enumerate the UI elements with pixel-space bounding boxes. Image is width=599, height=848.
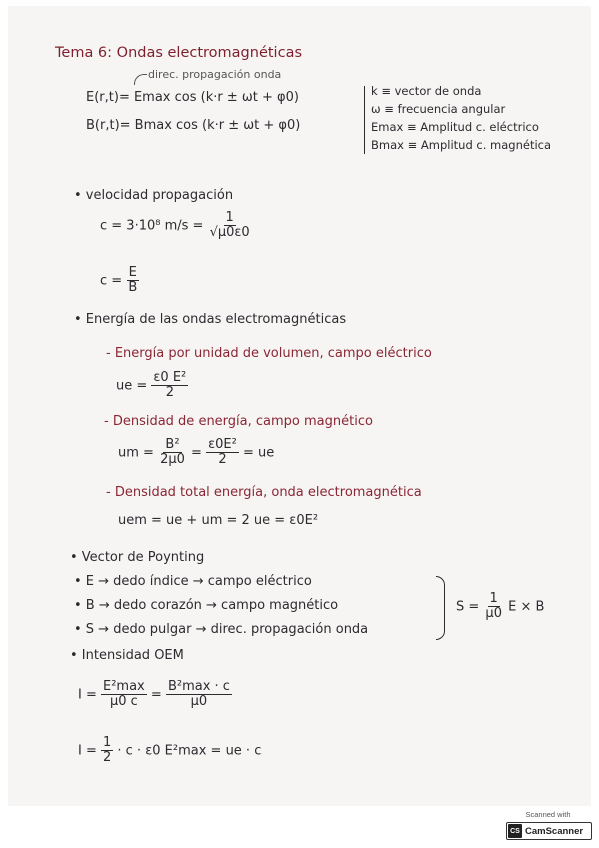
uem-formula: uem = ue + um = 2 ue = ε0E² (118, 513, 319, 528)
um-denominator-2: 2 (218, 452, 227, 468)
legend-bmax: Bmax ≡ Amplitud c. magnética (371, 138, 552, 152)
energy-heading: • Energía de las ondas electromagnéticas (74, 312, 347, 327)
e-field-rhs: = Emax cos (k·r ± ωt + φ0) (118, 90, 299, 105)
um-equals: = (191, 445, 202, 461)
b-field-lhs: B(r,t) (86, 118, 120, 133)
b-field-equation (86, 119, 300, 132)
intensity-1-numerator-1: E²max (103, 679, 145, 694)
um-formula (118, 438, 274, 468)
poynting-fraction (483, 592, 504, 622)
intensity-2-tail: · c · ε0 E²max = ue · c (117, 743, 262, 759)
ue-denominator: 2 (165, 385, 174, 401)
energy-total-heading: - Densidad total energía, onda electromagnética (106, 485, 422, 500)
um-fraction-1 (158, 438, 187, 468)
legend-k: k ≡ vector de onda (371, 84, 482, 98)
scanned-with-label: Scanned with (525, 810, 571, 819)
poynting-heading: • Vector de Poynting (70, 550, 205, 565)
legend-emax: Emax ≡ Amplitud c. eléctrico (371, 120, 539, 134)
poynting-brace (436, 576, 445, 640)
legend-divider (364, 86, 365, 154)
um-fraction-2 (206, 438, 239, 468)
propagation-note: direc. propagación onda (148, 68, 282, 81)
um-numerator-1: B² (165, 437, 180, 452)
intensity-2-numerator: 1 (103, 735, 112, 750)
velocity-numerator: 1 (225, 210, 234, 225)
intensity-1-numerator-2: B²max · c (167, 679, 230, 694)
ue-lhs: ue = (116, 378, 148, 394)
ue-formula (116, 371, 188, 401)
intensity-1-lhs: I = (78, 687, 97, 703)
camscanner-logo (506, 822, 592, 840)
um-numerator-2: ε0E² (208, 437, 237, 452)
poynting-item-s: • S → dedo pulgar → direc. propagación onda (74, 622, 369, 637)
um-tail: = ue (242, 445, 275, 461)
poynting-numerator: 1 (489, 591, 498, 606)
velocity-heading: • velocidad propagación (74, 188, 234, 203)
e-field-equation (86, 91, 299, 104)
intensity-1-denominator-1: μ0 c (109, 694, 138, 710)
ue-fraction (151, 371, 188, 401)
poynting-item-e: • E → dedo índice → campo eléctrico (74, 574, 312, 589)
intensity-formula-1 (78, 680, 232, 710)
intensity-1-denominator-2: μ0 (190, 694, 208, 710)
intensity-2-lhs: I = (78, 743, 97, 759)
b-field-rhs: = Bmax cos (k·r ± ωt + φ0) (119, 118, 301, 133)
poynting-tail: E × B (508, 599, 545, 615)
velocity-fraction (208, 211, 252, 241)
notebook-page (8, 6, 591, 806)
intensity-1-fraction-1 (101, 680, 147, 710)
ue-numerator: ε0 E² (153, 370, 187, 385)
page-title: Tema 6: Ondas electromagnéticas (55, 45, 303, 61)
camscanner-icon: CS (508, 824, 522, 838)
intensity-2-fraction (101, 736, 113, 766)
poynting-formula (456, 592, 544, 622)
c-ratio-formula (100, 266, 139, 296)
c-ratio-fraction (126, 266, 139, 296)
poynting-item-b: • B → dedo corazón → campo magnético (74, 598, 339, 613)
poynting-denominator: μ0 (485, 606, 502, 622)
velocity-lhs: c = 3·10⁸ m/s = (100, 218, 204, 234)
intensity-formula-2 (78, 736, 261, 766)
energy-magnetic-heading: - Densidad de energía, campo magnético (104, 414, 373, 429)
annotation-arrow (134, 74, 147, 85)
e-field-lhs: E(r,t) (86, 90, 119, 105)
um-lhs: um = (118, 445, 154, 461)
camscanner-badge (503, 810, 593, 840)
um-denominator-1: 2μ0 (160, 452, 185, 468)
velocity-formula (100, 211, 252, 241)
energy-electric-heading: - Energía por unidad de volumen, campo eléctrico (106, 346, 432, 361)
c-ratio-denominator: B (128, 280, 138, 296)
intensity-1-fraction-2 (166, 680, 232, 710)
velocity-denominator: √μ0ε0 (209, 225, 250, 241)
poynting-lhs: S = (456, 599, 480, 615)
c-ratio-lhs: c = (100, 273, 123, 289)
intensity-1-equals: = (150, 687, 162, 703)
intensity-2-denominator: 2 (103, 750, 112, 766)
c-ratio-numerator: E (128, 265, 137, 280)
intensity-heading: • Intensidad OEM (70, 648, 184, 663)
legend-omega: ω ≡ frecuencia angular (371, 102, 506, 116)
camscanner-label: CamScanner (525, 825, 584, 837)
